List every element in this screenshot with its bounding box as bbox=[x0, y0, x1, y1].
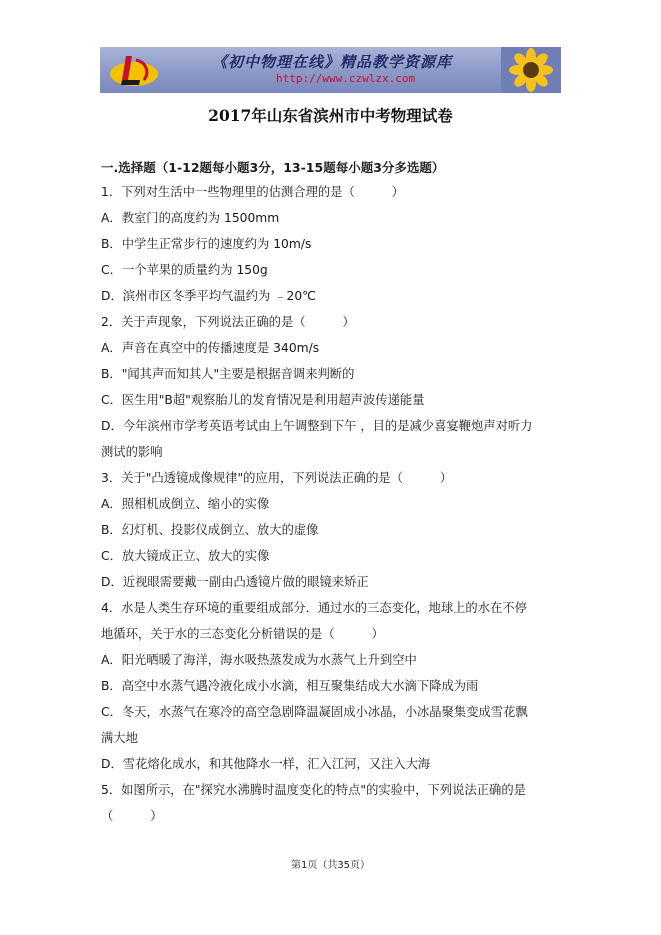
question-line: C．冬天，水蒸气在寒冷的高空急剧降温凝固成小冰晶，小冰晶聚集变成雪花飘 bbox=[101, 705, 528, 719]
question-line: D．滨州市区冬季平均气温约为 ﹣20℃ bbox=[101, 289, 316, 303]
question-line: B．"闻其声而知其人"主要是根据音调来判断的 bbox=[101, 367, 355, 381]
question-line: A．声音在真空中的传播速度是 340m/s bbox=[101, 341, 320, 355]
question-line: B．幻灯机、投影仪成倒立、放大的虚像 bbox=[101, 523, 319, 537]
sunflower-icon bbox=[501, 47, 561, 93]
question-line: 2．关于声现象，下列说法正确的是（ ） bbox=[101, 315, 355, 329]
document-title: 2017年山东省滨州市中考物理试卷 bbox=[208, 106, 453, 125]
question-line: D．雪花熔化成水，和其他降水一样，汇入江河，又注入大海 bbox=[101, 757, 431, 771]
question-line: 5．如图所示，在"探究水沸腾时温度变化的特点"的实验中，下列说法正确的是 bbox=[101, 783, 526, 797]
question-line: 满大地 bbox=[101, 731, 138, 745]
question-line: D．今年滨州市学考英语考试由上午调整到下午 ，目的是减少喜宴鞭炮声对听力 bbox=[101, 419, 533, 433]
header-banner bbox=[100, 47, 561, 93]
site-url: http://www.czwlzx.com bbox=[276, 72, 416, 85]
page-footer: 第1页（共35页） bbox=[290, 860, 371, 871]
question-line: A．教室门的高度约为 1500mm bbox=[101, 211, 280, 225]
question-line: B．高空中水蒸气遇冷液化成小水滴，相互聚集结成大水滴下降成为雨 bbox=[101, 679, 479, 693]
question-line: 地循环，关于水的三态变化分析错误的是（ ） bbox=[101, 627, 384, 641]
question-line: A．照相机成倒立、缩小的实像 bbox=[101, 497, 270, 511]
question-line: A．阳光晒暖了海洋，海水吸热蒸发成为水蒸气上升到空中 bbox=[101, 653, 417, 667]
question-line: B．中学生正常步行的速度约为 10m/s bbox=[101, 237, 312, 251]
question-line: D．近视眼需要戴一副由凸透镜片做的眼镜来矫正 bbox=[101, 575, 369, 589]
question-line: C．医生用"B超"观察胎儿的发育情况是利用超声波传递能量 bbox=[101, 393, 425, 407]
question-line: 4．水是人类生存环境的重要组成部分．通过水的三态变化，地球上的水在不停 bbox=[101, 601, 527, 615]
question-line: 3．关于"凸透镜成像规律"的应用，下列说法正确的是（ ） bbox=[101, 471, 453, 485]
question-line: （ ） bbox=[101, 809, 163, 823]
question-line: 测试的影响 bbox=[101, 445, 163, 459]
section-heading: 一.选择题（1-12题每小题3分，13-15题每小题3分多选题） bbox=[101, 160, 445, 175]
question-line: C．一个苹果的质量约为 150g bbox=[101, 263, 268, 277]
question-line: 1．下列对生活中一些物理里的估测合理的是（ ） bbox=[101, 185, 404, 199]
question-line: C．放大镜成正立、放大的实像 bbox=[101, 549, 270, 563]
site-logo-icon bbox=[106, 50, 164, 90]
site-name: 《初中物理在线》精品教学资源库 bbox=[212, 53, 453, 71]
